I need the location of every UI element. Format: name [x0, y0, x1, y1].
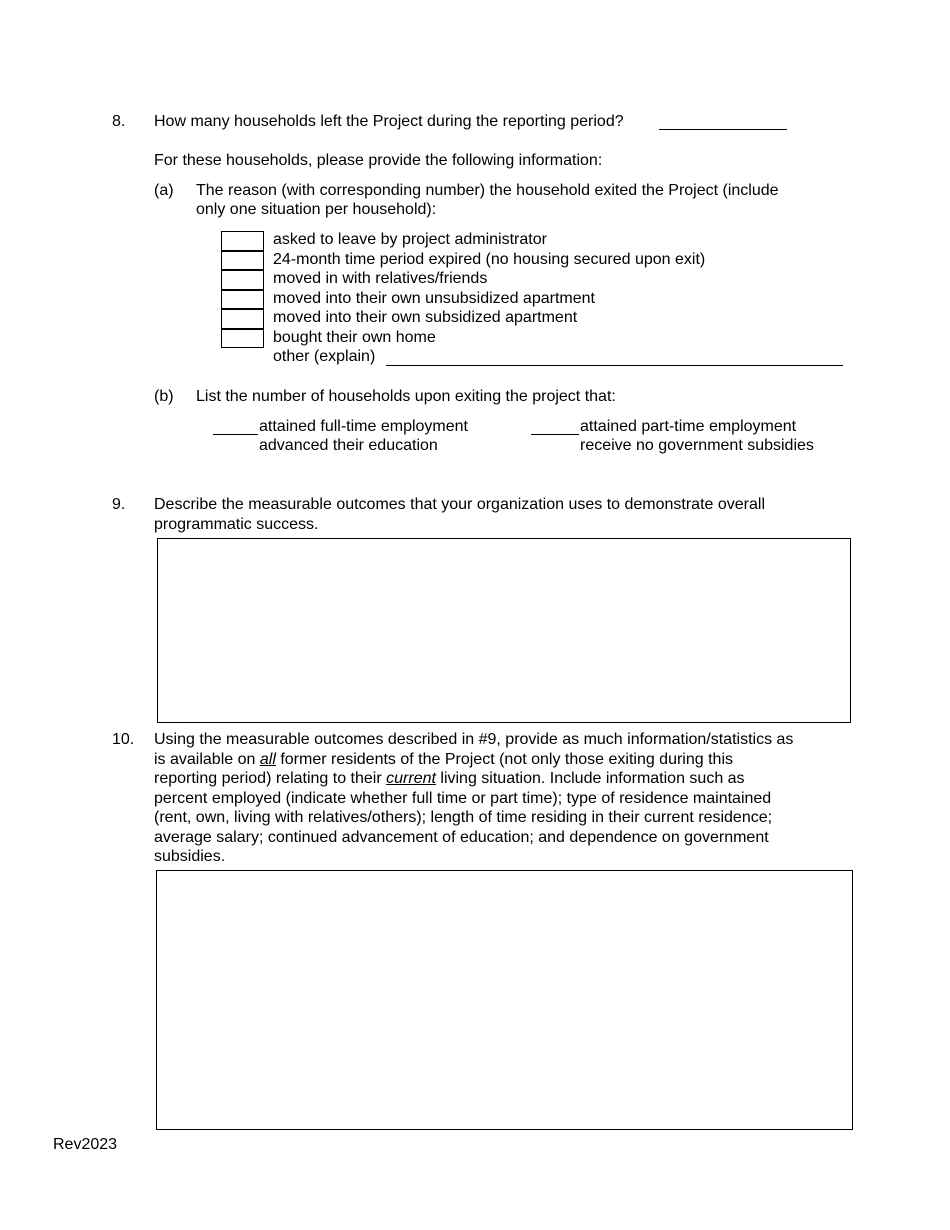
q10-all-emphasis: all [259, 751, 276, 768]
q10-line3-post: living situation. Include information such as [440, 770, 745, 787]
reason-count-box-relatives[interactable] [221, 270, 264, 290]
revision-label: Rev2023 [53, 1136, 118, 1153]
reason-count-box-own-home[interactable] [221, 329, 264, 349]
q10-line2-pre: is available on [154, 751, 256, 768]
reason-item: moved into their own subsidized apartment [273, 309, 578, 326]
q10-text-line2 [154, 750, 733, 770]
q10-text-line5: (rent, own, living with relatives/others); length of time residing in their current residence; [154, 809, 773, 826]
q9-text-line1: Describe the measurable outcomes that your organization uses to demonstrate overall [154, 496, 765, 513]
q9-number: 9. [112, 496, 126, 513]
reason-count-boxes [221, 231, 267, 348]
q10-line3-pre: reporting period) relating to their [154, 770, 382, 787]
q8-intro: For these households, please provide the following information: [154, 152, 603, 169]
q8b-label: (b) [154, 388, 174, 405]
reason-count-box-subsidized[interactable] [221, 309, 264, 329]
q9-answer-box[interactable] [157, 538, 851, 723]
reason-count-box-unsubsidized[interactable] [221, 290, 264, 310]
q9-text-line2: programmatic success. [154, 516, 319, 533]
outcome-no-subsidies-label: receive no government subsidies [580, 437, 814, 454]
full-time-count-field[interactable] [213, 434, 258, 435]
q10-current-emphasis: current [386, 770, 436, 787]
outcome-full-time-label: attained full-time employment [259, 418, 468, 435]
outcome-part-time-label: attained part-time employment [580, 418, 797, 435]
q10-answer-box[interactable] [156, 870, 853, 1130]
q8a-text-line2: only one situation per household): [196, 201, 437, 218]
q8b-text: List the number of households upon exiting the project that: [196, 388, 616, 405]
q8a-label: (a) [154, 182, 174, 199]
reason-count-box-asked-to-leave[interactable] [221, 231, 264, 251]
reason-count-box-time-expired[interactable] [221, 251, 264, 271]
q8a-text-line1: The reason (with corresponding number) the household exited the Project (include [196, 182, 779, 199]
outcome-education-label: advanced their education [259, 437, 438, 454]
other-explain-field[interactable] [386, 365, 843, 366]
reason-item: moved into their own unsubsidized apartment [273, 289, 595, 307]
q10-text-line1: Using the measurable outcomes described in #9, provide as much information/statistics as [154, 731, 794, 748]
q10-text-line4: percent employed (indicate whether full time or part time); type of residence maintained [154, 790, 772, 807]
q10-number: 10. [112, 731, 135, 748]
q10-text-line7: subsidies. [154, 848, 226, 865]
reason-list [273, 230, 705, 367]
reason-item: asked to leave by project administrator [273, 231, 547, 248]
q8-number: 8. [112, 113, 126, 130]
reason-item: 24-month time period expired (no housing secured upon exit) [273, 250, 706, 268]
reason-item: moved in with relatives/friends [273, 270, 488, 287]
q8-question: How many households left the Project during the reporting period? [154, 113, 624, 130]
reason-item: bought their own home [273, 328, 436, 346]
q10-text-line6: average salary; continued advancement of education; and dependence on government [154, 829, 769, 846]
q10-text-line3 [154, 769, 745, 789]
reason-other-label: other (explain) [273, 348, 376, 365]
q10-line2-post: former residents of the Project (not only those exiting during this [280, 751, 733, 768]
q8-households-left-field[interactable] [659, 129, 787, 130]
part-time-count-field[interactable] [531, 434, 579, 435]
